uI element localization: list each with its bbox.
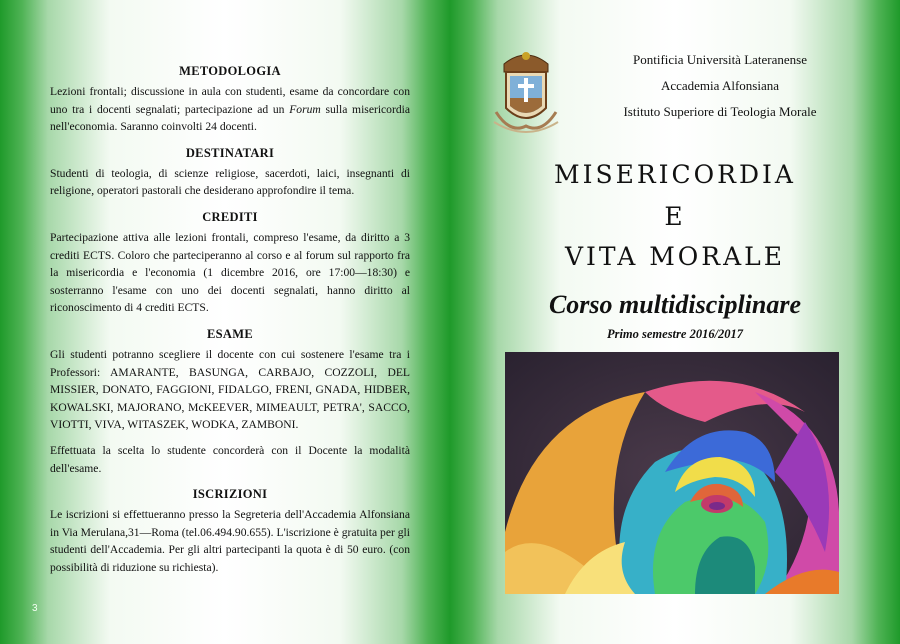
page-number: 3 [32,603,38,614]
course-subtitle: Corso multidisciplinare [548,290,802,319]
iscrizioni-text: Le iscrizioni si effettueranno presso la Segreteria dell'Accademia Alfonsiana in Via Merulana,31—Roma (tel.06.494.90.655). L'iscrizione è gratuita per gli studenti dell'Accademia. Per gli altri partecipanti la quota è di 50 euro. (con possibilità di riduzione su richiesta). [50,508,410,574]
info-text-column [50,62,410,584]
section-heading-iscrizioni: ISCRIZIONI [192,487,268,502]
institution-line-1: Pontificia Università Lateranense [633,52,807,67]
crediti-text: Partecipazione attiva alle lezioni frontali, compreso l'esame, da diritto a 3 crediti ECTS. Coloro che parteciperanno al corso e al forum sul rapporto fra la misericordia e l'economia (1 dicembre 2016, ore 17:00—18:30) e sosterranno l'esame con uno dei docenti segnalati, hanno diritto al riconoscimento di 4 crediti ECTS. [50,230,410,315]
section-heading-destinatari: DESTINATARI [185,145,275,160]
academy-crest-icon [490,42,562,146]
section-heading-esame: ESAME [207,326,253,341]
section-heading-metodologia: METODOLOGIA [179,64,281,78]
title-line-2: E [664,202,686,231]
rainbow-rose-image [505,352,839,594]
destinatari-text: Studenti di teologia, di scienze religiose, sacerdoti, laici, insegnanti di religione, operatori pastorali che desiderano approfondire il tema. [50,166,410,198]
metodologia-text: Lezioni frontali; discussione in aula con studenti, esame da concordare con uno tra i docenti segnalati; partecipazione ad un Forum sulla misericordia nell'economia. Saranno coinvolti 24 docenti. [50,85,411,134]
section-heading-crediti: CREDITI [202,209,258,224]
title-line-3: VITA MORALE [564,242,786,271]
esame-professors-text: Gli studenti potranno scegliere il docente con cui sostenere l'esame tra i Professori: AMARANTE, BASUNGA, CARBAJO, COZZOLI, DEL MISSIER, DONATO, FAGGIONI, FIDALGO, FRENI, GNADA, HIDBER, KOWALSKI, MAJORANO, McKEEVER, MIMEAULT, PETRA', SACCO, VIOTTI, VIVA, WITASZEK, WODKA, ZAMBONI. [50,347,410,432]
semester-label: Primo semestre 2016/2017 [606,327,744,341]
right-page-cover [450,0,900,644]
institution-line-2: Accademia Alfonsiana [660,78,780,93]
institution-line-3: Istituto Superiore di Teologia Morale [623,104,817,119]
title-line-1: MISERICORDIA [554,160,796,189]
esame-modality-text: Effettuata la scelta lo studente concorderà con il Docente la modalità dell'esame. [50,443,410,475]
